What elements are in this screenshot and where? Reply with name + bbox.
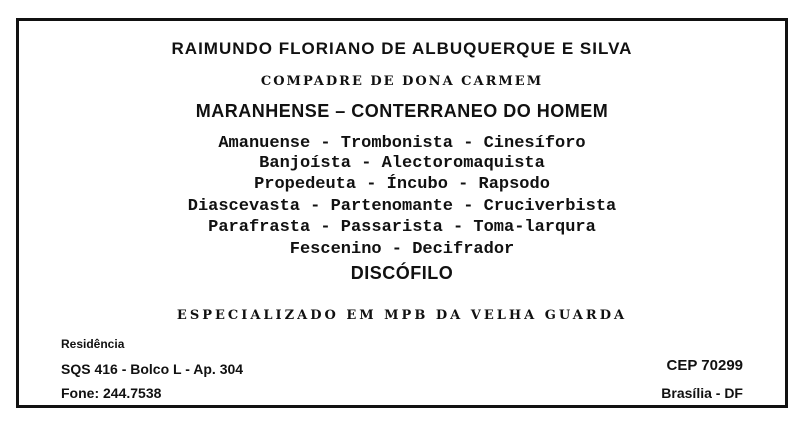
postal-code: CEP 70299 bbox=[666, 357, 743, 374]
title-line: Amanuense - Trombonista - Cinesíforo bbox=[218, 134, 586, 153]
residence-label: Residência bbox=[61, 337, 125, 351]
title-line: Diascevasta - Partenomante - Cruciverbista bbox=[187, 197, 617, 216]
title-line: Banjoísta - Alectoromaquista bbox=[259, 154, 545, 173]
street-address: SQS 416 - Bolco L - Ap. 304 bbox=[61, 361, 244, 377]
compadre-line: COMPADRE DE DONA CARMEM bbox=[260, 74, 544, 89]
maranhense-line: MARANHENSE – CONTERRANEO DO HOMEM bbox=[195, 101, 609, 121]
title-line: Parafrasta - Passarista - Toma-larqura bbox=[208, 218, 596, 237]
discofilo-line: DISCÓFILO bbox=[350, 263, 454, 283]
business-card bbox=[16, 18, 788, 408]
title-line: Propedeuta - Íncubo - Rapsodo bbox=[254, 175, 550, 194]
phone-number: Fone: 244.7538 bbox=[61, 385, 162, 401]
specialty-line: ESPECIALIZADO EM MPB DA VELHA GUARDA bbox=[176, 308, 628, 323]
card-name: RAIMUNDO FLORIANO DE ALBUQUERQUE E SILVA bbox=[171, 39, 633, 58]
city-state: Brasília - DF bbox=[661, 385, 743, 401]
title-line: Fescenino - Decifrador bbox=[289, 240, 515, 259]
